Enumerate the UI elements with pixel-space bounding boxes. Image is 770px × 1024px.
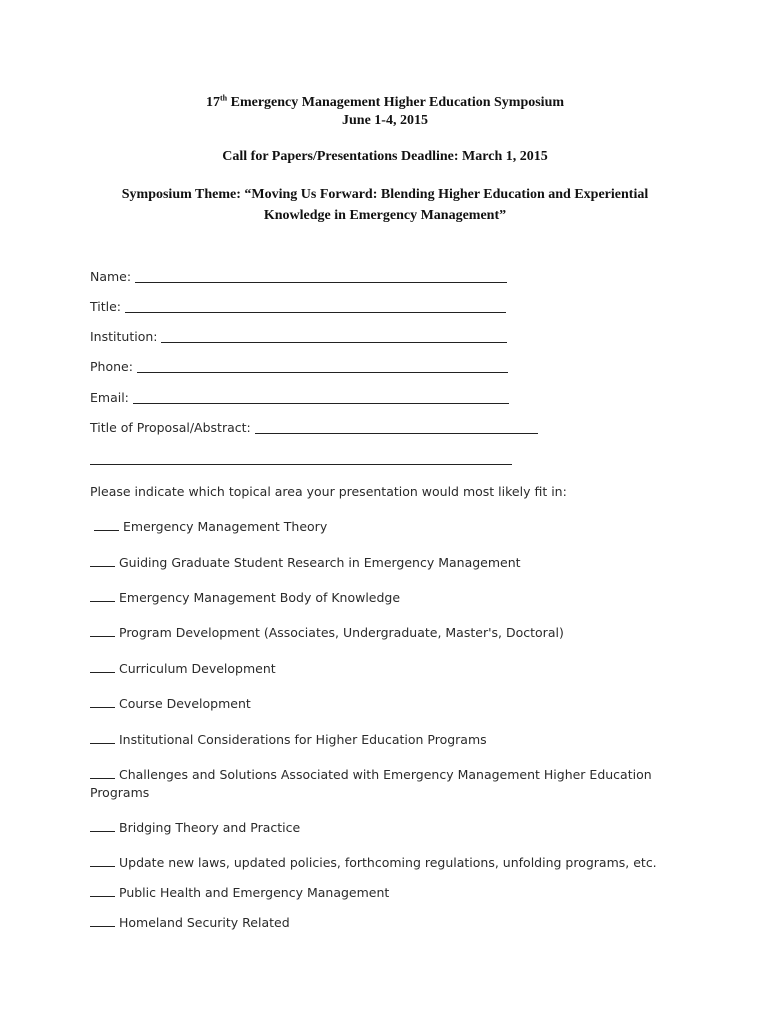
- title-blank[interactable]: [125, 311, 506, 313]
- topic-item[interactable]: [90, 884, 680, 902]
- topic-item[interactable]: [90, 554, 680, 572]
- topic-label: Update new laws, updated policies, forthcoming regulations, unfolding programs, etc.: [119, 855, 657, 870]
- symposium-theme: Symposium Theme: “Moving Us Forward: Blending Higher Education and Experiential Knowledge in Emergency Management”: [121, 187, 649, 223]
- topic-checkbox-blank[interactable]: [90, 706, 115, 708]
- email-blank[interactable]: [133, 402, 509, 404]
- topic-label: Course Development: [119, 696, 251, 711]
- proposal-title-blank[interactable]: [255, 432, 538, 434]
- topic-item[interactable]: [90, 589, 680, 607]
- symposium-dates: June 1-4, 2015: [342, 113, 428, 128]
- proposal-title-continuation-blank[interactable]: [90, 464, 512, 465]
- email-label: Email:: [90, 390, 129, 405]
- topic-label: Curriculum Development: [119, 661, 276, 676]
- topic-label: Guiding Graduate Student Research in Emergency Management: [119, 555, 521, 570]
- title-number: 17: [205, 95, 220, 110]
- phone-blank[interactable]: [137, 371, 508, 373]
- proposal-title-field[interactable]: [90, 420, 538, 435]
- proposal-title-label: Title of Proposal/Abstract:: [90, 420, 251, 435]
- topic-checkbox-blank[interactable]: [90, 565, 115, 567]
- name-label: Name:: [90, 269, 132, 284]
- institution-label: Institution:: [90, 329, 158, 344]
- topic-label: Emergency Management Body of Knowledge: [119, 590, 401, 605]
- topic-item[interactable]: [90, 854, 680, 872]
- phone-label: Phone:: [90, 359, 133, 374]
- topic-label: Homeland Security Related: [119, 915, 290, 930]
- topic-label: Emergency Management Theory: [123, 519, 328, 534]
- topic-label: Public Health and Emergency Management: [119, 885, 390, 900]
- topic-item[interactable]: [90, 624, 680, 642]
- topic-label: Bridging Theory and Practice: [119, 820, 301, 835]
- name-blank[interactable]: [135, 281, 507, 283]
- topic-checkbox-blank[interactable]: [90, 777, 115, 779]
- symposium-title: [0, 94, 770, 112]
- topic-item[interactable]: [90, 766, 670, 802]
- deadline-line: Call for Papers/Presentations Deadline: March 1, 2015: [222, 149, 548, 164]
- title-label: Title:: [90, 299, 121, 314]
- topic-item[interactable]: [90, 695, 680, 713]
- topic-item[interactable]: [90, 819, 680, 837]
- topic-label: Program Development (Associates, Undergraduate, Master's, Doctoral): [119, 625, 564, 640]
- topic-checkbox-blank[interactable]: [90, 895, 115, 897]
- institution-field[interactable]: [90, 329, 507, 344]
- topic-label: Challenges and Solutions Associated with Emergency Management Higher Education Programs: [90, 767, 652, 800]
- topic-checkbox-blank[interactable]: [90, 742, 115, 744]
- title-ordinal-suffix: th: [219, 93, 228, 103]
- topic-checkbox-blank[interactable]: [90, 925, 115, 927]
- title-field[interactable]: [90, 299, 506, 314]
- topic-checkbox-blank[interactable]: [90, 635, 115, 637]
- topic-checkbox-blank[interactable]: [90, 865, 115, 867]
- topical-area-prompt: Please indicate which topical area your presentation would most likely fit in:: [90, 484, 567, 499]
- topic-checkbox-blank[interactable]: [90, 830, 115, 832]
- topic-label: Institutional Considerations for Higher Education Programs: [119, 732, 487, 747]
- phone-field[interactable]: [90, 359, 508, 374]
- topic-item[interactable]: [90, 914, 680, 932]
- institution-blank[interactable]: [161, 341, 507, 343]
- topic-checkbox-blank[interactable]: [90, 671, 115, 673]
- topic-item[interactable]: [90, 518, 680, 536]
- title-text: Emergency Management Higher Education Symposium: [227, 95, 565, 110]
- name-field[interactable]: [90, 269, 507, 284]
- topic-checkbox-blank[interactable]: [94, 529, 119, 531]
- topic-checkbox-blank[interactable]: [90, 600, 115, 602]
- topic-item[interactable]: [90, 731, 680, 749]
- topic-item[interactable]: [90, 660, 680, 678]
- email-field[interactable]: [90, 390, 509, 405]
